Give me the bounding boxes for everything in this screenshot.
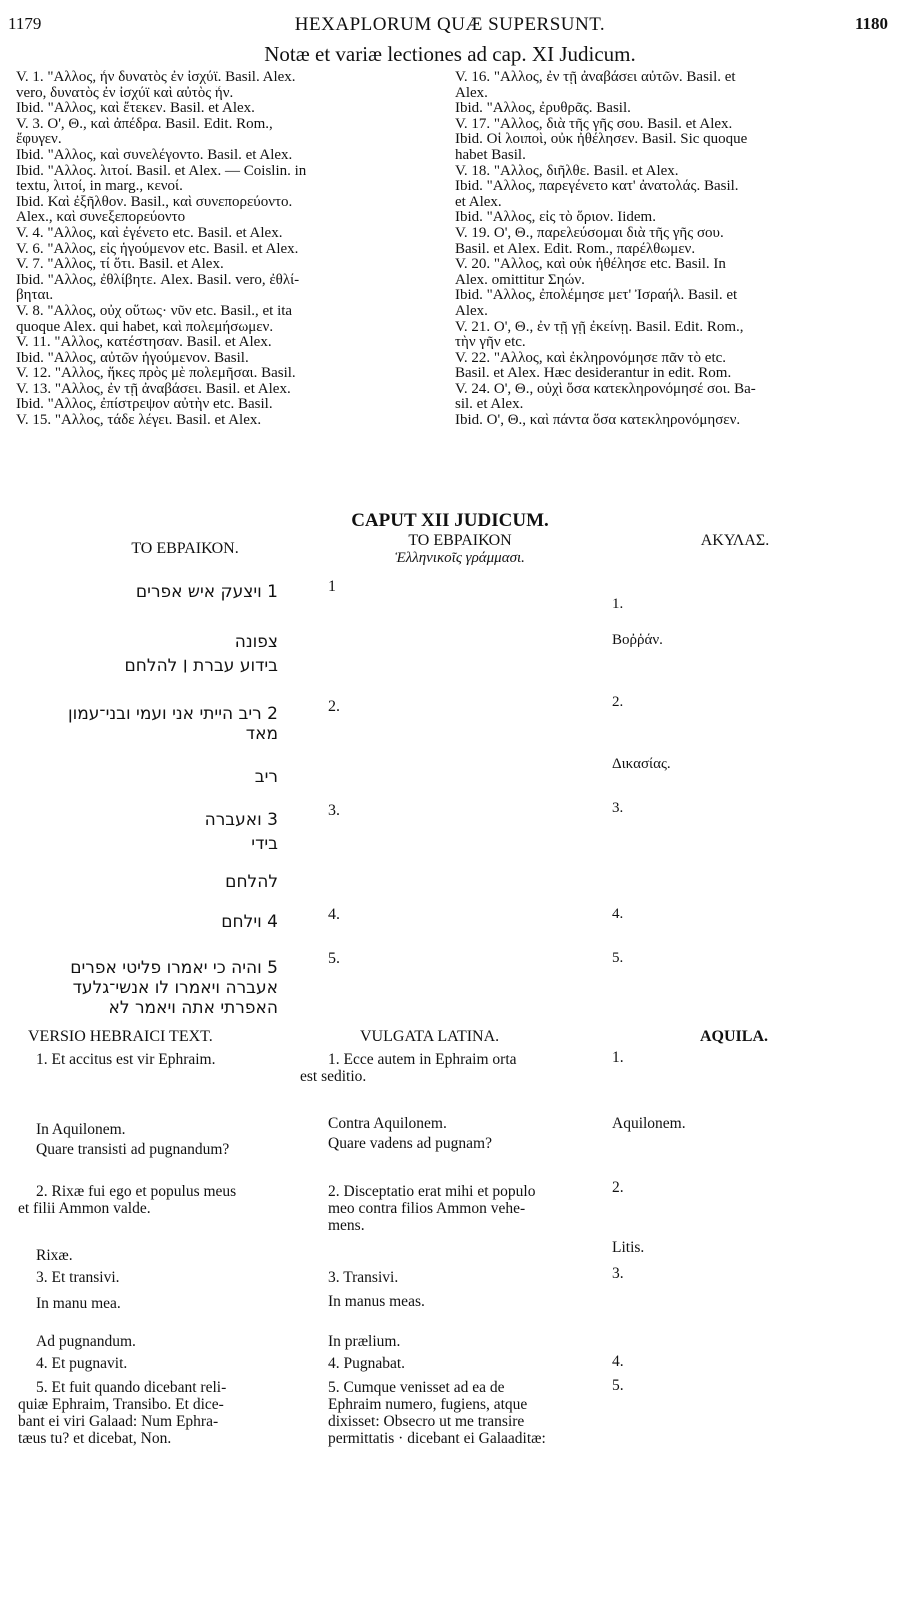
verse-number: 3. <box>328 802 340 819</box>
versio-line: 1. Et accitus est vir Ephraim. <box>36 1051 216 1068</box>
note-line: τὴν γῆν etc. <box>455 335 526 351</box>
hebrew-line: מאד <box>245 724 278 744</box>
hebrew-line: 1 ויצעק איש אפרים <box>135 582 278 602</box>
greek-letters-column-subheader: Ἑλληνικοῖς γράμμασι. <box>395 550 525 566</box>
note-line: V. 20. "Αλλος, καὶ οὐκ ἠθέλησε etc. Basil. In <box>455 257 726 273</box>
note-line: V. 18. "Αλλος, διῆλθε. Basil. et Alex. <box>455 163 679 179</box>
note-line: habet Basil. <box>455 147 526 163</box>
verse-number: 4. <box>328 906 340 923</box>
page-header <box>0 10 900 36</box>
note-line: Ibid. "Αλλος, εἰς τὸ ὅριον. Iidem. <box>455 210 656 226</box>
verse-number: 1 <box>328 578 336 595</box>
note-line: Ibid. "Αλλος, καὶ συνελέγοντο. Basil. et Alex. <box>16 147 293 163</box>
vulgata-line: dixisset: Obsecro ut me transire <box>328 1413 525 1430</box>
note-line: V. 3. Ο', Θ., καὶ ἀπέδρα. Basil. Edit. Rom., <box>16 116 273 132</box>
hebrew-line: להלחם <box>225 872 278 892</box>
note-line: βηται. <box>16 288 54 304</box>
vulgata-line: 4. Pugnabat. <box>328 1355 406 1372</box>
vulgata-line: est seditio. <box>300 1068 367 1085</box>
versio-line: bant ei viri Galaad: Num Ephra- <box>18 1413 219 1430</box>
versio-line: 2. Rixæ fui ego et populus meus <box>36 1183 237 1200</box>
vulgata-line: In prælium. <box>328 1333 401 1350</box>
versio-line: 3. Et transivi. <box>36 1269 120 1286</box>
note-line: V. 22. "Αλλος, καὶ ἐκληρονόμησε πᾶν τὸ etc. <box>455 350 727 366</box>
hebrew-line: בידוע עברת ׀ להלחם <box>124 656 278 676</box>
verse-number: 5. <box>328 950 340 967</box>
note-line: sil. et Alex. <box>455 397 524 413</box>
note-line: Ibid. Οἱ λοιποὶ, οὐκ ἠθέλησεν. Basil. Sic quoque <box>455 132 748 148</box>
note-line: V. 21. Ο', Θ., ἐν τῇ γῇ ἐκείνῃ. Basil. Edit. Rom., <box>455 319 744 335</box>
note-line: Ibid. "Αλλος, καὶ ἔτεκεν. Basil. et Alex. <box>16 101 255 117</box>
note-line: V. 12. "Αλλος, ἥκες πρὸς μὲ πολεμῆσαι. Basil. <box>16 366 296 382</box>
hebrew-line: האפרתי אתה ויאמר לא <box>108 998 278 1018</box>
aquila-line: 1. <box>612 596 624 612</box>
note-line: V. 17. "Αλλος, διὰ τῆς γῆς σου. Basil. et Alex. <box>455 116 733 132</box>
verse-number: 2. <box>328 698 340 715</box>
hebrew-column-header: ΤΟ ΕΒΡΑΙΚΟΝ. <box>131 540 239 557</box>
aquila-latin-column-header: AQUILA. <box>700 1028 769 1045</box>
note-line: Ibid. "Αλλος, παρεγένετο κατ' ἀνατολάς. Basil. <box>455 179 739 195</box>
note-line: V. 16. "Αλλος, ἐν τῇ ἀναβάσει αὐτῶν. Basil. et <box>455 70 736 85</box>
running-title: HEXAPLORUM QUÆ SUPERSUNT. <box>294 14 606 35</box>
note-line: V. 11. "Αλλος, κατέστησαν. Basil. et Alex. <box>16 335 272 351</box>
note-line: Alex., καὶ συνεξεπορεύοντο <box>16 210 186 226</box>
versio-line: In Aquilonem. <box>36 1121 126 1138</box>
note-line: V. 15. "Αλλος, τάδε λέγει. Basil. et Alex. <box>16 413 262 429</box>
aquila-line: 2. <box>612 694 624 710</box>
vulgata-line: permittatis · dicebant ei Galaaditæ: <box>328 1430 546 1447</box>
vulgata-column-header: VULGATA LATINA. <box>360 1028 500 1045</box>
vulgata-line: meo contra filios Ammon vehe- <box>328 1200 526 1217</box>
hebrew-line: 2 ריב הייתי אני ועמי ובני־עמון <box>67 704 278 724</box>
vulgata-line: 2. Disceptatio erat mihi et populo <box>328 1183 536 1200</box>
note-line: Ibid. "Αλλος, ἐπίστρεψον αὐτὴν etc. Basil. <box>16 397 273 413</box>
versio-line: Ad pugnandum. <box>36 1333 136 1350</box>
hebrew-line: ריב <box>254 767 278 787</box>
versio-line: 5. Et fuit quando dicebant reli- <box>36 1379 227 1396</box>
note-line: et Alex. <box>455 194 502 210</box>
vulgata-line: 1. Ecce autem in Ephraim orta <box>328 1051 517 1068</box>
hebrew-line: צפונה <box>234 632 278 652</box>
aquila-line: Δικασίας. <box>612 756 671 772</box>
vulgata-line: In manus meas. <box>328 1293 425 1310</box>
note-line: V. 4. "Αλλος, καὶ ἐγένετο etc. Basil. et Alex. <box>16 225 283 241</box>
versio-line: quiæ Ephraim, Transibo. Et dice- <box>18 1396 224 1413</box>
note-line: Ibid. Ο', Θ., καὶ πάντα ὅσα κατεκληρονόμησεν. <box>455 413 741 429</box>
vulgata-line: 3. Transivi. <box>328 1269 399 1286</box>
versio-line: tæus tu? et dicebat, Non. <box>18 1430 172 1447</box>
hebrew-line: 5 והיה כי יאמרו פליטי אפרים <box>70 958 278 978</box>
vulgata-line: mens. <box>328 1217 365 1234</box>
note-line: V. 7. "Αλλος, τί ὅτι. Basil. et Alex. <box>16 257 224 273</box>
notes-left-column <box>16 70 444 429</box>
hebrew-line: אעברה ויאמרו לו אנשי־גלעד <box>72 978 278 998</box>
page-number-left: 1179 <box>8 14 42 33</box>
aquila-line: 4. <box>612 906 624 922</box>
hebrew-line: בידי <box>251 834 278 854</box>
vulgata-line: 5. Cumque venisset ad ea de <box>328 1379 505 1396</box>
note-line: Ibid. "Αλλος, ἐθλίβητε. Alex. Basil. vero, ἐθλί- <box>16 272 300 288</box>
aquila-line: 3. <box>612 800 624 816</box>
aquila-latin-line: 3. <box>612 1265 624 1282</box>
note-line: Ibid. "Αλλος, αὐτῶν ἡγούμενον. Basil. <box>16 350 249 366</box>
note-line: textu, λιτοί, in marg., κενοί. <box>16 179 183 195</box>
aquila-latin-line: 1. <box>612 1049 624 1066</box>
note-line: Ibid. "Αλλος, ἐπολέμησε μετ' Ἰσραήλ. Basil. et <box>455 288 738 304</box>
note-line: V. 24. Ο', Θ., οὐχὶ ὅσα κατεκληρονόμησέ σοι. Ba- <box>455 381 756 397</box>
note-line: Basil. et Alex. Edit. Rom., παρέλθωμεν. <box>455 241 696 257</box>
vulgata-line: Contra Aquilonem. <box>328 1115 447 1132</box>
chapter-heading: CAPUT XII JUDICUM. <box>351 510 549 531</box>
aquila-latin-line: Aquilonem. <box>612 1115 686 1132</box>
note-line: V. 1. "Αλλος, ἦν δυνατὸς ἐν ἰσχύϊ. Basil. Alex. <box>16 70 296 85</box>
vulgata-line: Ephraim numero, fugiens, atque <box>328 1396 528 1413</box>
note-line: Alex. omittitur Σηών. <box>455 272 585 288</box>
versio-line: 4. Et pugnavit. <box>36 1355 128 1372</box>
aquila-line: Βοῤῥάν. <box>612 632 663 648</box>
aquila-latin-line: 2. <box>612 1179 624 1196</box>
note-line: vero, δυνατὸς ἐν ἰσχύϊ καὶ αὐτὸς ἦν. <box>16 85 234 101</box>
aquila-column-header: ΑΚΥΛΑΣ. <box>700 532 770 549</box>
note-line: Ibid. "Αλλος. λιτοί. Basil. et Alex. — Coislin. in <box>16 163 307 179</box>
versio-line: et filii Ammon valde. <box>18 1200 151 1217</box>
note-line: Ibid. "Αλλος, ἐρυθρᾶς. Basil. <box>455 101 631 117</box>
note-line: Ibid. Καὶ ἐξῆλθον. Basil., καὶ συνεπορεύοντο. <box>16 194 293 210</box>
versio-line: Quare transisti ad pugnandum? <box>36 1141 230 1158</box>
aquila-latin-line: 4. <box>612 1353 624 1370</box>
hebrew-line: 4 וילחם <box>221 912 278 932</box>
versio-line: In manu mea. <box>36 1295 121 1312</box>
notes-title: Notæ et variæ lectiones ad cap. XI Judicum. <box>264 42 636 66</box>
note-line: Basil. et Alex. Hæc desiderantur in edit. Rom. <box>455 366 732 382</box>
aquila-line: 5. <box>612 950 624 966</box>
aquila-latin-line: 5. <box>612 1377 624 1394</box>
note-line: ἔφυγεν. <box>16 132 62 148</box>
vulgata-line: Quare vadens ad pugnam? <box>328 1135 492 1152</box>
page-number-right: 1180 <box>854 14 888 33</box>
note-line: V. 13. "Αλλος, ἐν τῇ ἀναβάσει. Basil. et Alex. <box>16 381 291 397</box>
note-line: V. 6. "Αλλος, εἰς ἡγούμενον etc. Basil. et Alex. <box>16 241 299 257</box>
versio-line: Rixæ. <box>36 1247 73 1264</box>
note-line: quoque Alex. qui habet, καὶ πολεμήσωμεν. <box>16 319 274 335</box>
note-line: Alex. <box>455 85 488 101</box>
greek-letters-column-header: ΤΟ ΕΒΡΑΙΚΟΝ <box>408 532 512 549</box>
aquila-latin-line: Litis. <box>612 1239 645 1256</box>
versio-column-header: VERSIO HEBRAICI TEXT. <box>28 1028 213 1045</box>
note-line: Alex. <box>455 303 488 319</box>
notes-right-column <box>455 70 885 429</box>
hebrew-line: 3 ואעברה <box>204 810 278 830</box>
note-line: V. 8. "Αλλος, οὐχ οὕτως· νῦν etc. Basil., et ita <box>16 303 293 319</box>
note-line: V. 19. Ο', Θ., παρελεύσομαι διὰ τῆς γῆς σου. <box>455 225 724 241</box>
